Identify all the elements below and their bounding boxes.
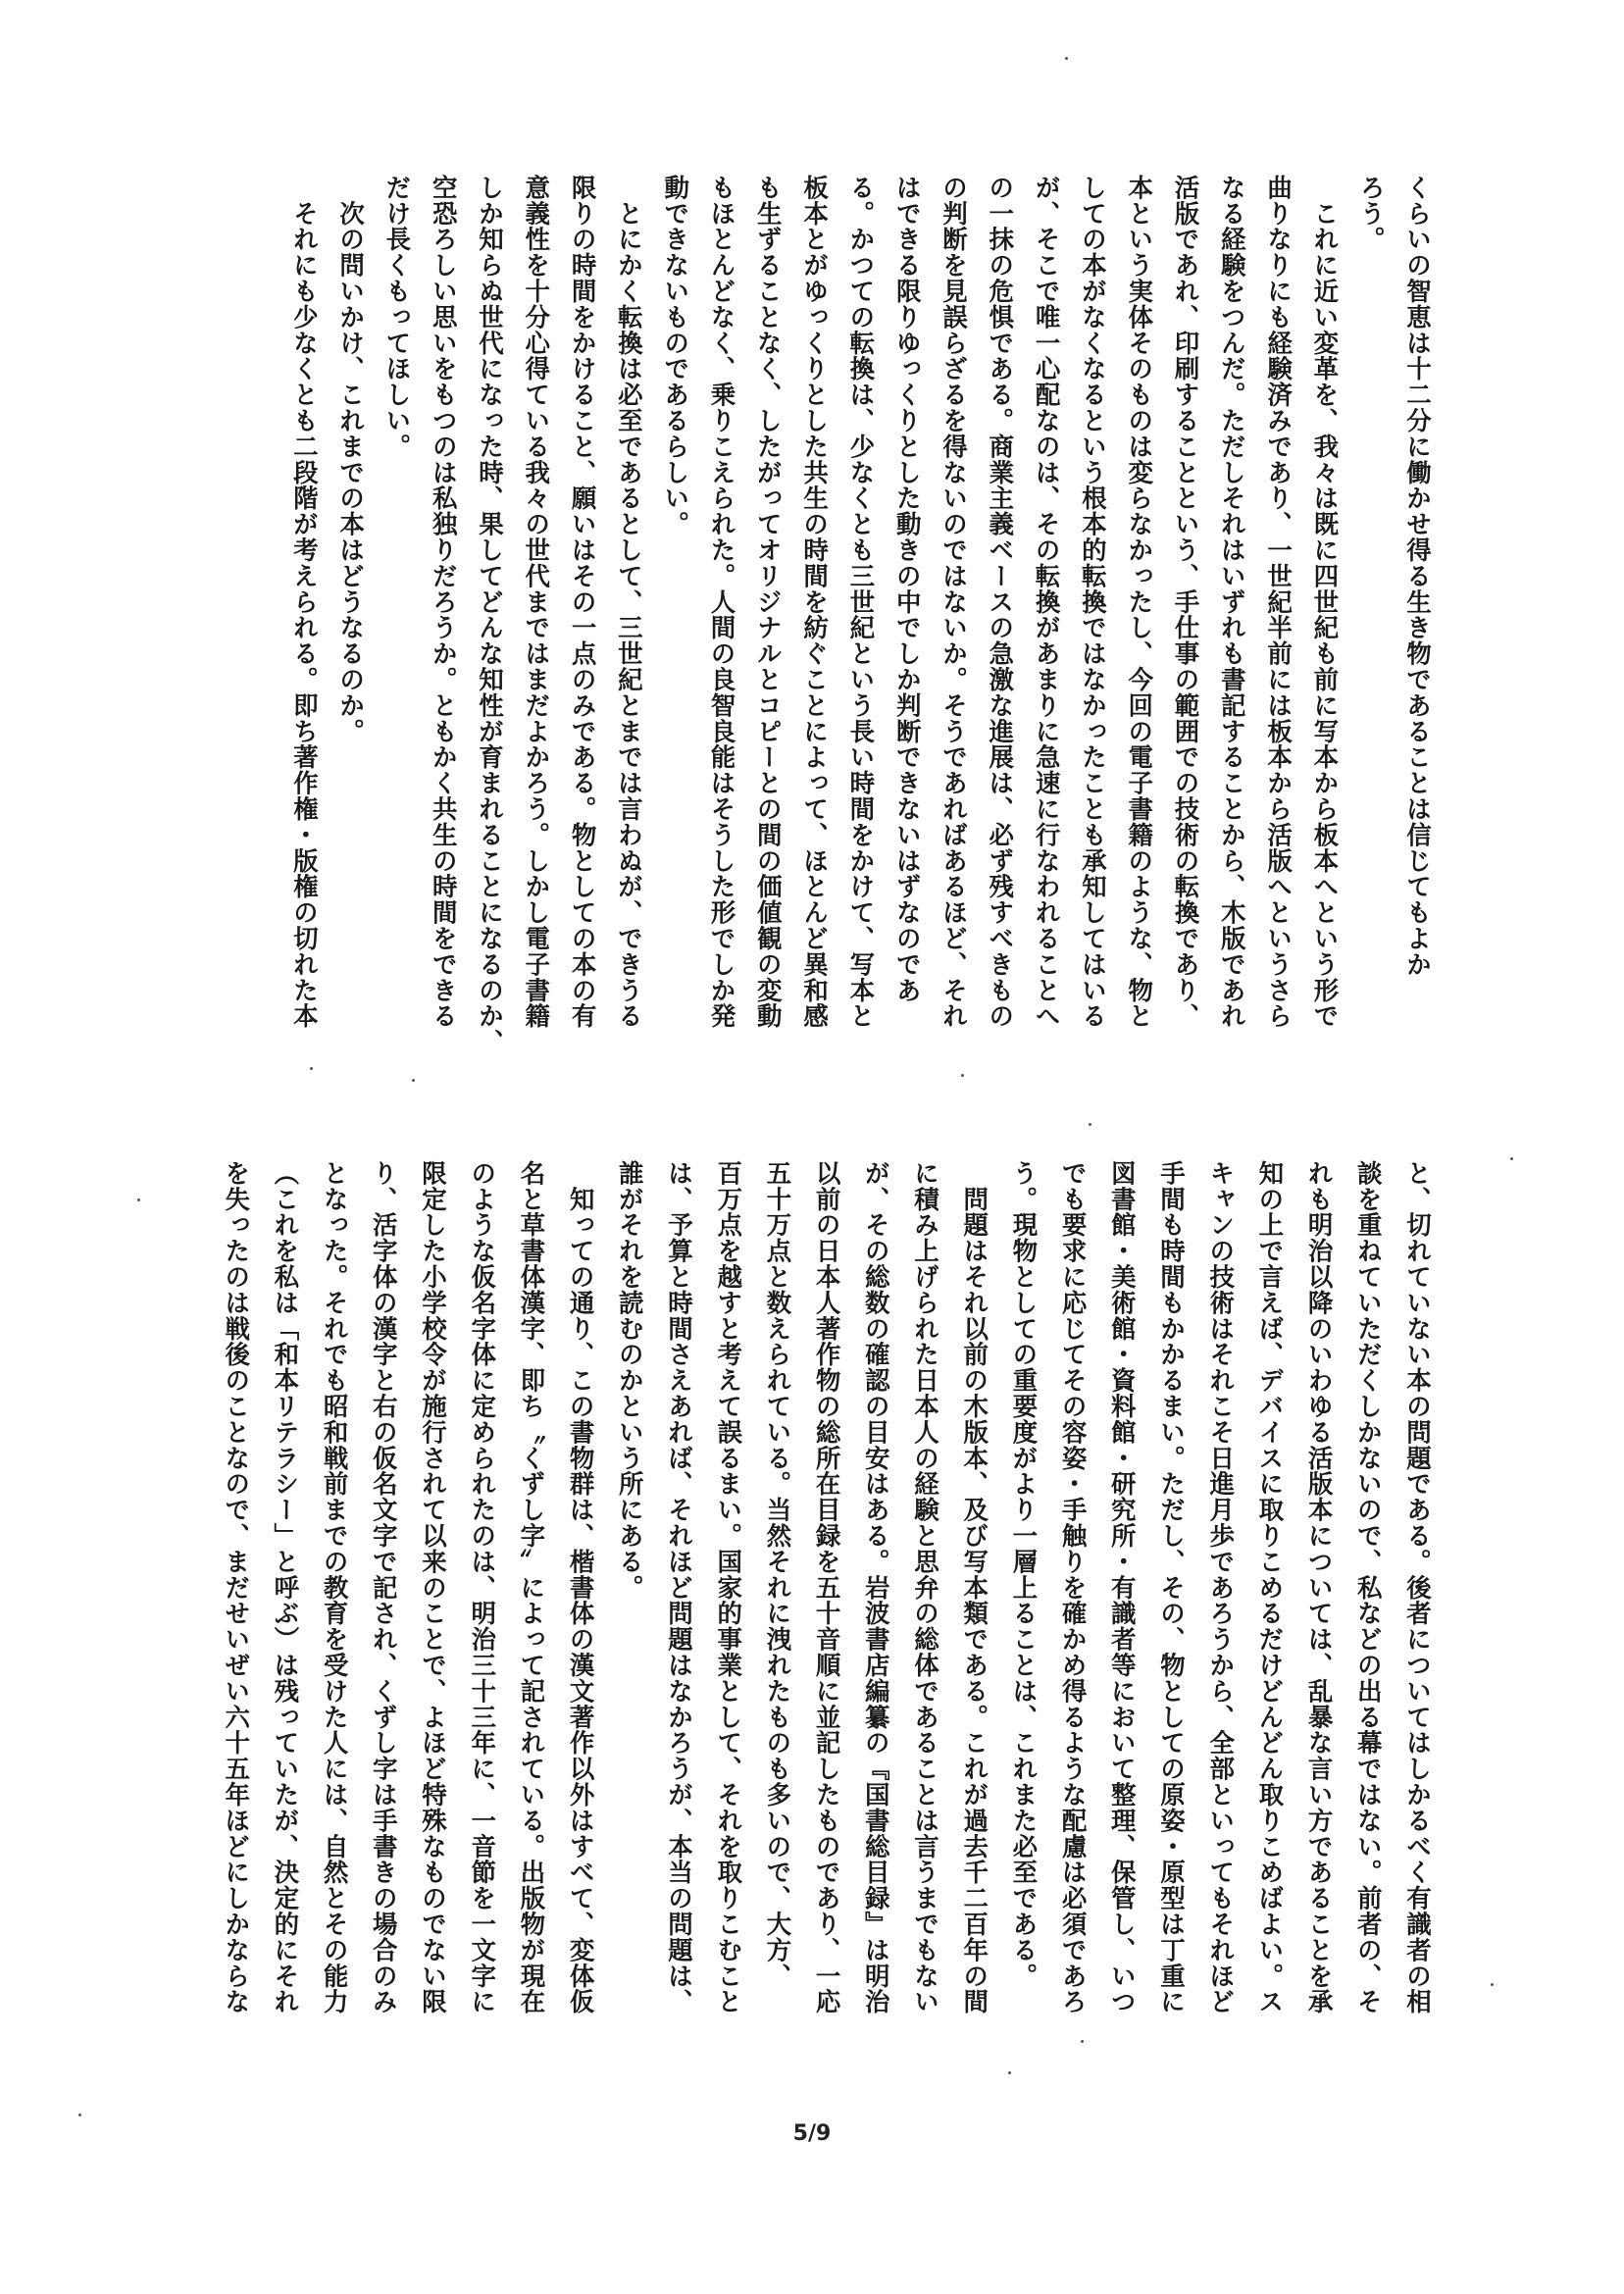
- scan-speck: [1081, 2040, 1084, 2043]
- text-column: 誰がそれを読むのかという所にある。: [614, 1160, 644, 1601]
- text-column: となった。それでも昭和戦前までの教育を受けた人には、自然とその能力: [319, 1160, 349, 2015]
- text-column: は、予算と時間さえあれば、それほど問題はなかろうが、本当の問題は、: [664, 1160, 693, 2015]
- text-column: 知の上で言えば、デバイスに取りこめるだけどんどん取りこめばよい。ス: [1254, 1160, 1285, 2015]
- text-column: 談を重ねていただくしかないので、私などの出る幕ではない。前者の、そ: [1352, 1160, 1383, 2015]
- text-column: 活版であれ、印刷することという、手仕事の範囲での技術の転換であり、: [1170, 175, 1200, 1030]
- text-column: ろう。: [1355, 175, 1386, 253]
- scan-speck: [1089, 1123, 1091, 1126]
- text-column: だけ長くもってほしい。: [381, 175, 412, 460]
- scan-speck: [961, 1074, 964, 1077]
- text-column: り、活字体の漢字と右の仮名文字で記され、くずし字は手書きの場合のみ: [368, 1160, 398, 2015]
- text-column: もほとんどなく、乗りこえられた。人間の良智良能はそうした形でしか発: [706, 175, 736, 1030]
- text-column: に積み上げられた日本人の経験と思弁の総体であることは言うまでもない: [910, 1160, 939, 2015]
- text-column: しか知らぬ世代になった時、果してどんな知性が育まれることになるのか、: [475, 175, 504, 1055]
- text-column: も生ずることなく、したがってオリジナルとコピーとの間の価値観の変動: [752, 175, 783, 1030]
- text-column: る。かつての転換は、少なくとも三世紀という長い時間をかけて、写本と: [845, 175, 876, 1030]
- text-column: 限定した小学校令が施行されて以来のことで、よほど特殊なものでない限: [418, 1160, 447, 2015]
- text-column: 知っての通り、この書物群は、楷書体の漢文著作以外はすべて、変体仮: [565, 1160, 595, 2015]
- scan-speck: [310, 1067, 313, 1070]
- text-column: 手間も時間もかかるまい。ただし、その、物としての原姿・原型は丁重に: [1156, 1160, 1186, 2015]
- text-column: 空恐ろしい思いをもつのは私独りだろうか。ともかく共生の時間をできる: [428, 175, 458, 1030]
- text-column: れも明治以降のいわゆる活版本については、乱暴な言い方であることを承: [1303, 1160, 1334, 2015]
- text-column: 次の問いかけ、これまでの本はどうなるのか。: [335, 175, 366, 744]
- text-column: の判断を見誤らざるを得ないのではないか。そうであればあるほど、それ: [939, 175, 968, 1030]
- text-column: （これを私は「和本リテラシー」と呼ぶ）は残っていたが、決定的にそれ: [270, 1160, 300, 2015]
- page-number: 5/9: [792, 2121, 832, 2146]
- text-column: キャンの技術はそれこそ日進月歩であろうから、全部といってもそれほど: [1205, 1160, 1236, 2015]
- text-column: 限りの時間をかけること、願いはその一点のみである。物としての本の有: [567, 175, 597, 1030]
- scan-speck: [1510, 1157, 1513, 1160]
- text-column: なる経験をつんだ。ただしそれはいずれも書記することから、木版であれ: [1216, 175, 1246, 1030]
- text-column: 動できないものであるらしい。: [660, 175, 690, 537]
- scan-speck: [78, 2114, 81, 2116]
- text-column: 以前の日本人著作物の総所在目録を五十音順に並記したものであり、一応: [811, 1160, 841, 2015]
- scan-speck: [1491, 1983, 1494, 1986]
- text-column: 百万点を越すと考えて誤るまい。国家的事業として、それを取りこむこと: [713, 1160, 743, 2015]
- scan-speck: [1065, 57, 1068, 60]
- text-column: くらいの智恵は十二分に働かせ得る生き物であることは信じてもよか: [1402, 175, 1432, 978]
- text-column: しての本がなくなるという根本的転換ではなかったことも承知してはいる: [1077, 175, 1107, 1030]
- text-column: 図書館・美術館・資料館・研究所・有識者等において整理、保管し、いつ: [1106, 1160, 1137, 2015]
- upper-text-block: [284, 175, 1442, 1124]
- text-column: でも要求に応じてその容姿・手触りを確かめ得るような配慮は必須であろ: [1057, 1160, 1088, 2015]
- text-column: のような仮名字体に定められたのは、明治三十三年に、一音節を一文字に: [467, 1160, 497, 2015]
- text-column: 五十万点と数えられている。当然それに洩れたものも多いので、大方、: [762, 1160, 792, 1989]
- text-column: 問題はそれ以前の木版本、及び写本類である。これが過去千二百年の間: [959, 1160, 990, 2015]
- text-column: う。現物としての重要度がより一層上ることは、これまた必至である。: [1008, 1160, 1039, 1989]
- text-column: を失ったのは戦後のことなので、まだせいぜい六十五年ほどにしかならな: [221, 1160, 251, 2015]
- text-column: が、その総数の確認の目安はある。岩波書店編纂の『国書総目録』は明治: [860, 1160, 890, 2015]
- text-column: これに近い変革を、我々は既に四世紀も前に写本から板本へという形で: [1309, 175, 1340, 1030]
- text-column: はできる限りゆっくりとした動きの中でしか判断できないはずなのであ: [891, 175, 922, 1003]
- text-column: が、そこで唯一心配なのは、その転換があまりに急速に行なわれることへ: [1031, 175, 1061, 1030]
- text-column: それにも少なくとも二段階が考えられる。即ち著作権・版権の切れた本: [288, 175, 319, 1030]
- text-column: 板本とがゆっくりとした共生の時間を紡ぐことによって、ほとんど異和感: [799, 175, 830, 1030]
- text-column: と、切れていない本の問題である。後者についてはしかるべく有識者の相: [1402, 1160, 1432, 2015]
- text-column: とにかく転換は必至であるとして、三世紀とまでは言わぬが、できうる: [613, 175, 643, 1030]
- text-column: 名と草書体漢字、即ち〝くずし字〟によって記されている。出版物が現在: [516, 1160, 546, 2015]
- text-column: 本という実体そのものは変らなかったし、今回の電子書籍のような、物と: [1124, 175, 1154, 1030]
- text-column: 曲りなりにも経験済みであり、一世紀半前には板本から活版へというさら: [1263, 175, 1294, 1030]
- scan-speck: [137, 1198, 140, 1201]
- scan-speck: [412, 1079, 415, 1082]
- text-column: 意義性を十分心得ている我々の世代まではまだよかろう。しかし電子書籍: [521, 175, 551, 1030]
- lower-text-block: [165, 1160, 1442, 2100]
- text-column: の一抹の危惧である。商業主義ベースの急激な進展は、必ず残すべきもの: [985, 175, 1015, 1030]
- scan-speck: [1008, 2071, 1011, 2074]
